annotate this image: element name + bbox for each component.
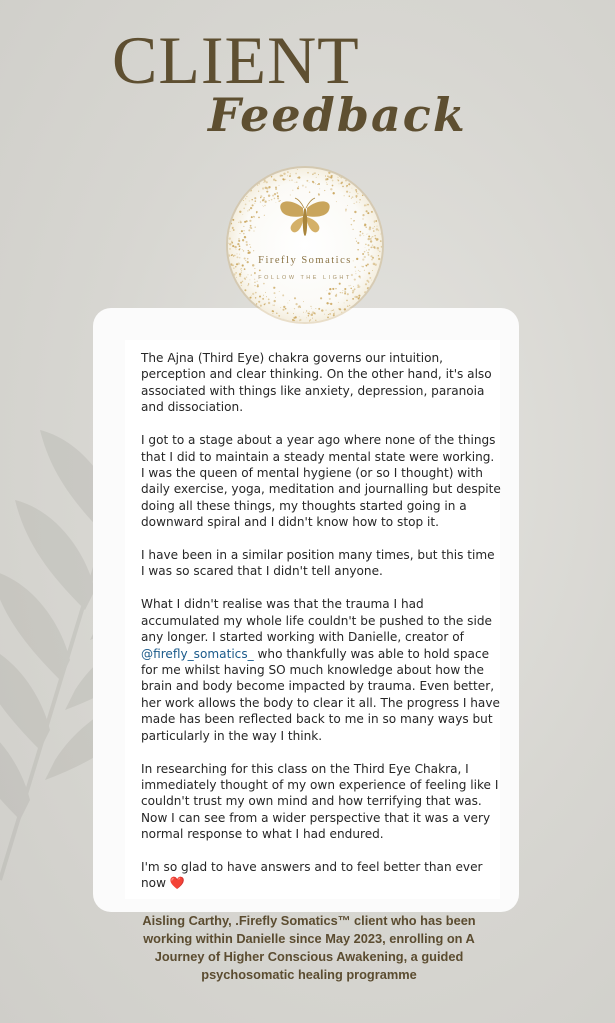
paragraph-text: What I didn't realise was that the trauma I had accumulated my whole life couldn't be pushed to the side any longer. I started working with Danielle, creator of	[141, 597, 492, 645]
brand-logo	[228, 168, 382, 322]
page-title: CLIENT	[112, 22, 360, 98]
testimonial-paragraph: In researching for this class on the Third Eye Chakra, I immediately thought of my own experience of feeling like I couldn't trust my own mind and how terrifying that was. Now I can see from a wider perspective that it was a very normal response to what I had endured.	[141, 761, 499, 842]
heart-icon: ❤️	[169, 876, 185, 891]
paragraph-text: I'm so glad to have answers and to feel better than ever now	[141, 860, 483, 891]
page-subtitle: Feedback	[208, 88, 467, 142]
testimonial-paragraph: The Ajna (Third Eye) chakra governs our intuition, perception and clear thinking. On the other hand, it's also associated with things like anxiety, depression, paranoia and dissociation.	[141, 351, 492, 415]
brand-tagline: FOLLOW THE LIGHT	[258, 275, 352, 281]
testimonial-paragraph: I got to a stage about a year ago where none of the things that I did to maintain a steady mental state were working. I was the queen of mental hygiene (or so I thought) with daily exercise, yoga, meditation and journalling but despite doing all these things, my thoughts started going in a downward spiral and I didn't know how to stop it.	[141, 433, 501, 530]
paragraph-text: who thankfully was able to hold space for me whilst having SO much knowledge about how the brain and body become impacted by trauma. Even better, her work allows the body to clear it all. The progress I have made has been reflected back to me in so many ways but particularly in the way I think.	[141, 646, 500, 743]
glitter-ring	[228, 168, 382, 322]
brand-name: Firefly Somatics	[258, 255, 352, 266]
testimonial-paragraph: I have been in a similar position many times, but this time I was so scared that I didn't tell anyone.	[141, 548, 495, 579]
testimonial-text	[141, 350, 501, 908]
firefly-icon	[280, 198, 329, 236]
testimonial-paragraph	[141, 596, 501, 744]
testimonial-paragraph	[141, 859, 501, 892]
mention-link[interactable]: @firefly_somatics_	[141, 646, 254, 661]
client-caption: Aisling Carthy, .Firefly Somatics™ client who has been working within Danielle since May 2023, enrolling on A Journey of Higher Conscious Awakening, a guided psychosomatic healing programme	[142, 913, 476, 982]
